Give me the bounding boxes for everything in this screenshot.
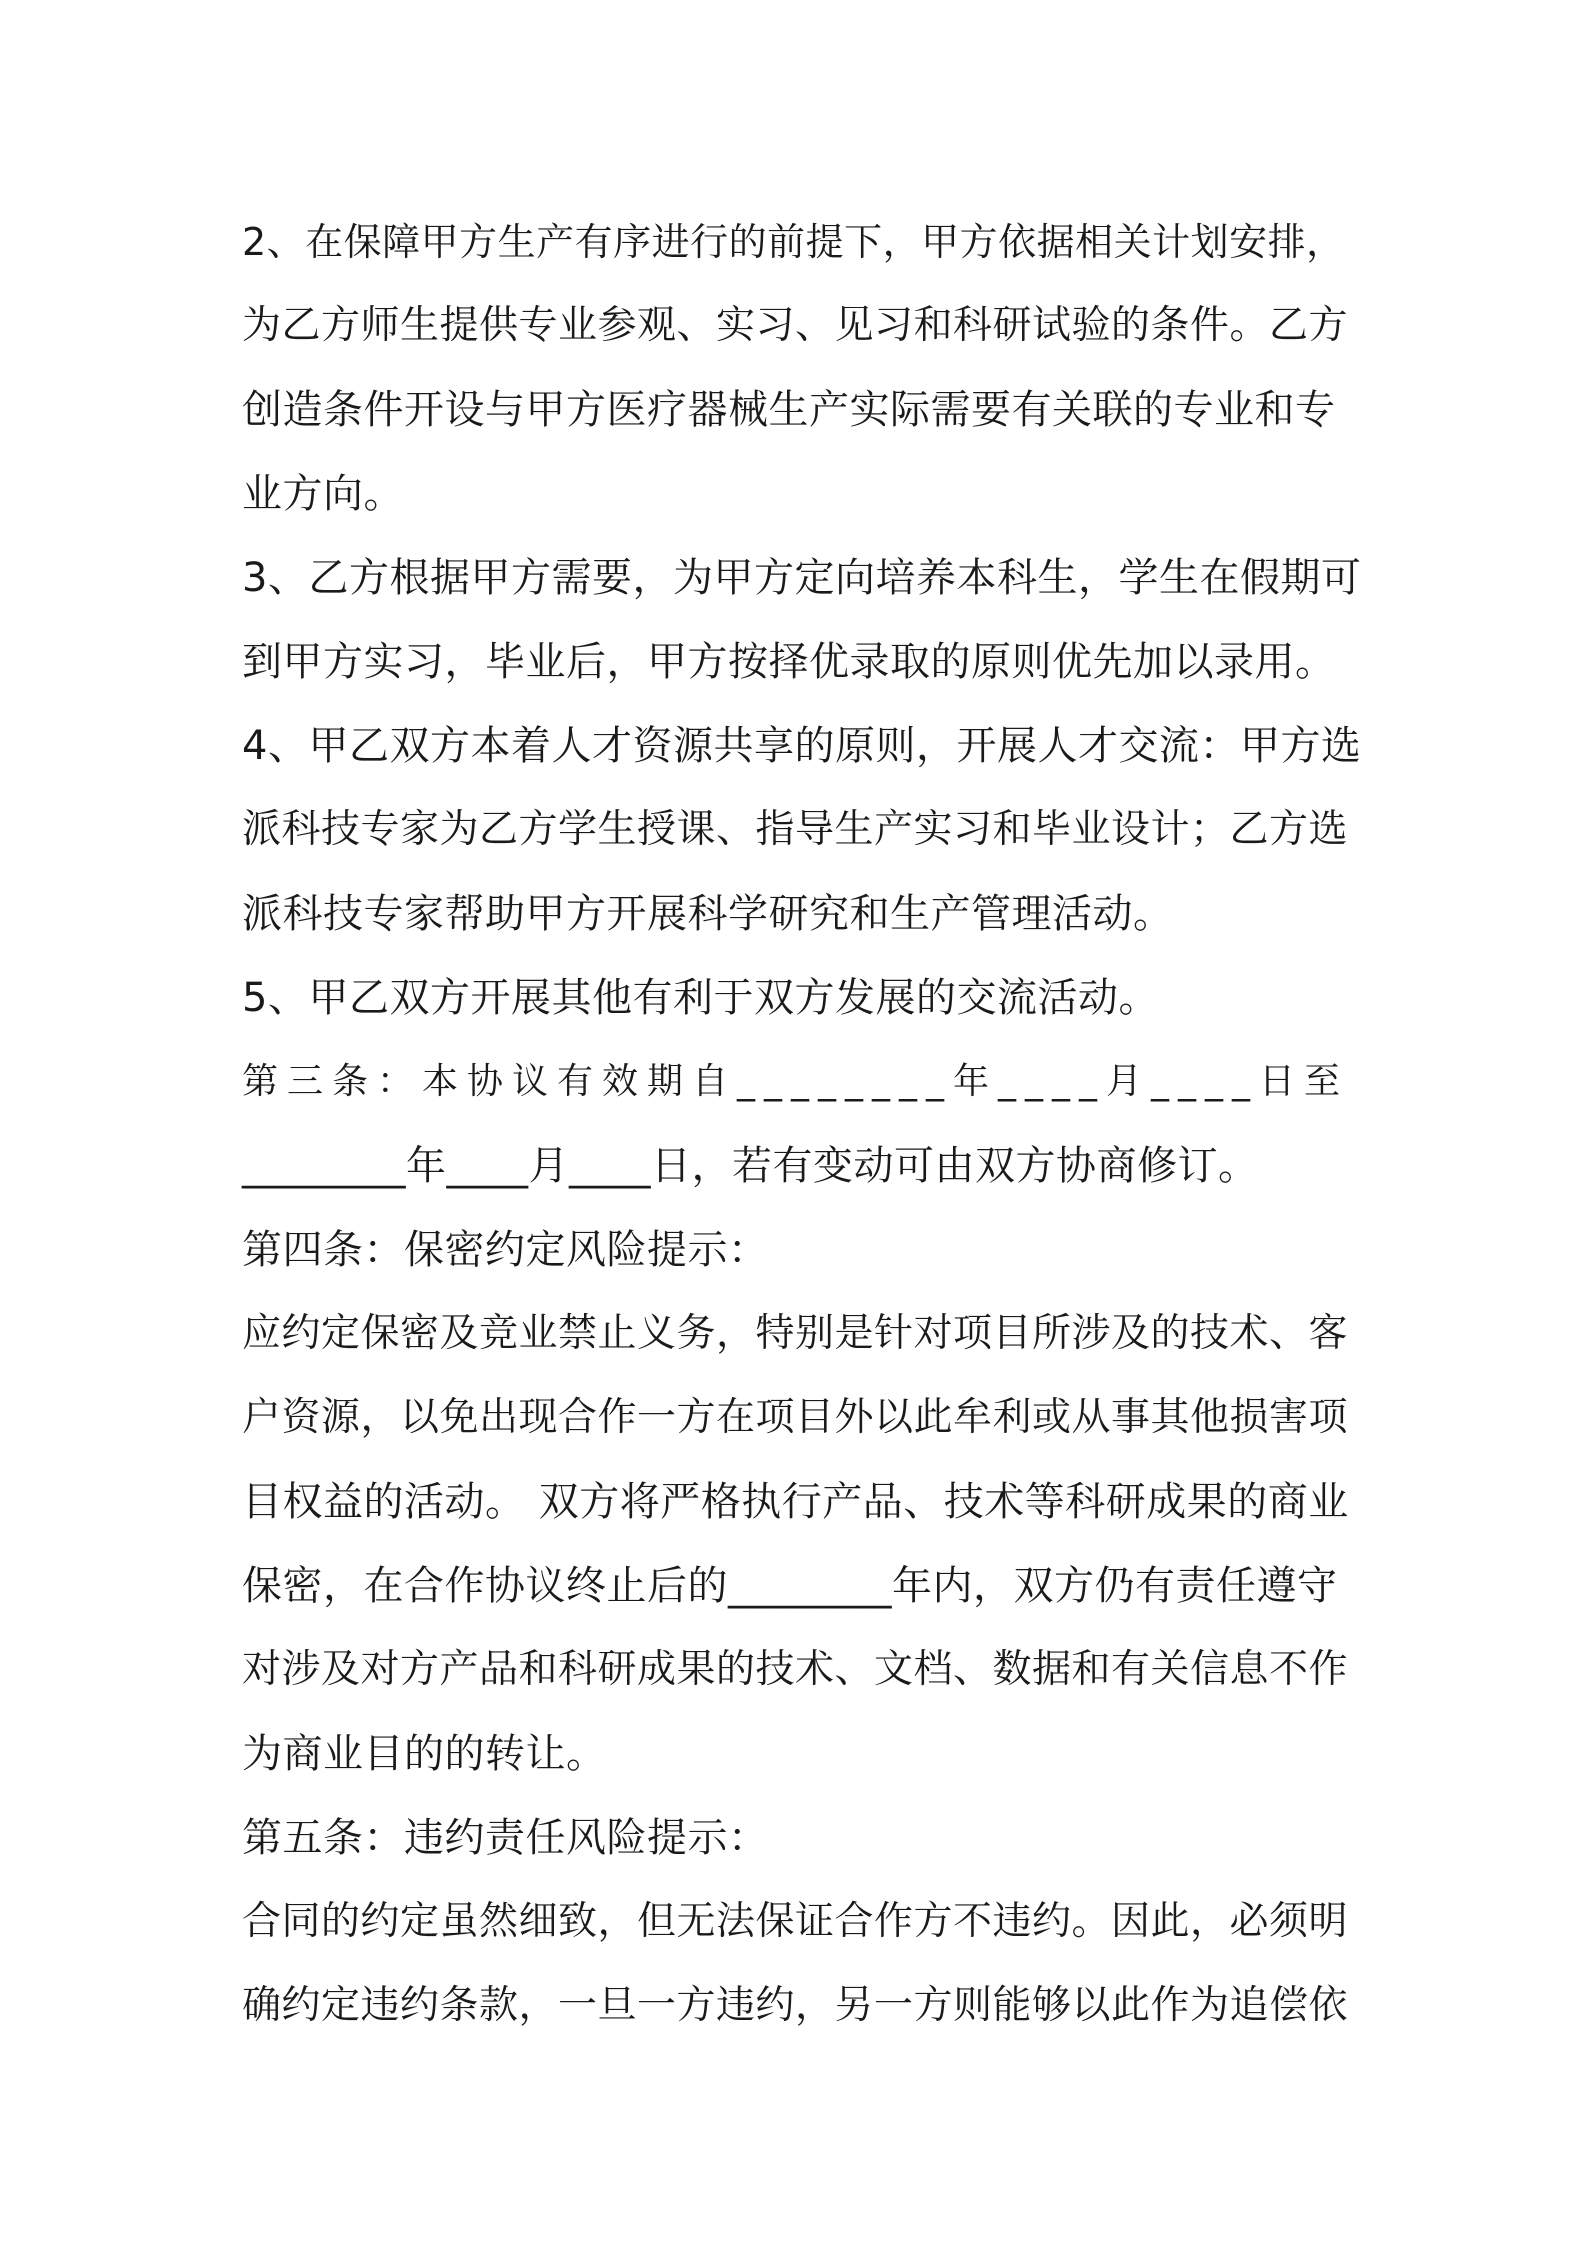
text-line: 目权益的活动。 双方将严格执行产品、技术等科研成果的商业 [242, 1479, 1349, 1525]
text-line: 确约定违约条款，一旦一方违约，另一方则能够以此作为追偿依 [242, 1983, 1349, 2028]
text-line: 户资源，以免出现合作一方在项目外以此牟利或从事其他损害项 [242, 1395, 1349, 1440]
text-line: 创造条件开设与甲方医疗器械生产实际需要有关联的专业和专 [242, 387, 1336, 433]
text-line: 业方向。 [242, 471, 404, 517]
text-line: 应约定保密及竞业禁止义务，特别是针对项目所涉及的技术、客 [242, 1311, 1349, 1356]
text-line: 为商业目的的转让。 [242, 1731, 607, 1777]
text-line: 2、在保障甲方生产有序进行的前提下，甲方依据相关计划安排， [242, 220, 1345, 264]
text-line: 派科技专家帮助甲方开展科学研究和生产管理活动。 [242, 891, 1174, 937]
article-3-line: 第三条：本协议有效期自________年____月____日至 [242, 1061, 1350, 1102]
text-line: 对涉及对方产品和科研成果的技术、文档、数据和有关信息不作 [242, 1647, 1349, 1692]
document-page [242, 200, 1362, 2048]
text-line: 合同的约定虽然细致，但无法保证合作方不违约。因此，必须明 [242, 1899, 1349, 1944]
article-5-heading: 第五条：违约责任风险提示： [242, 1815, 769, 1861]
text-line: 为乙方师生提供专业参观、实习、见习和科研试验的条件。乙方 [242, 303, 1349, 348]
article-4-heading: 第四条：保密约定风险提示： [242, 1227, 769, 1273]
text-line: 4、甲乙双方本着人才资源共享的原则，开展人才交流：甲方选 [242, 723, 1362, 769]
text-line: 5、甲乙双方开展其他有利于双方发展的交流活动。 [242, 975, 1159, 1021]
text-line: 保密，在合作协议终止后的________年内，双方仍有责任遵守 [242, 1563, 1338, 1609]
text-line: ________年____月____日，若有变动可由双方协商修订。 [242, 1143, 1259, 1189]
text-line: 3、乙方根据甲方需要，为甲方定向培养本科生，学生在假期可 [242, 555, 1362, 601]
text-line: 派科技专家为乙方学生授课、指导生产实习和毕业设计；乙方选 [242, 807, 1349, 852]
text-line: 到甲方实习，毕业后，甲方按择优录取的原则优先加以录用。 [242, 639, 1336, 685]
